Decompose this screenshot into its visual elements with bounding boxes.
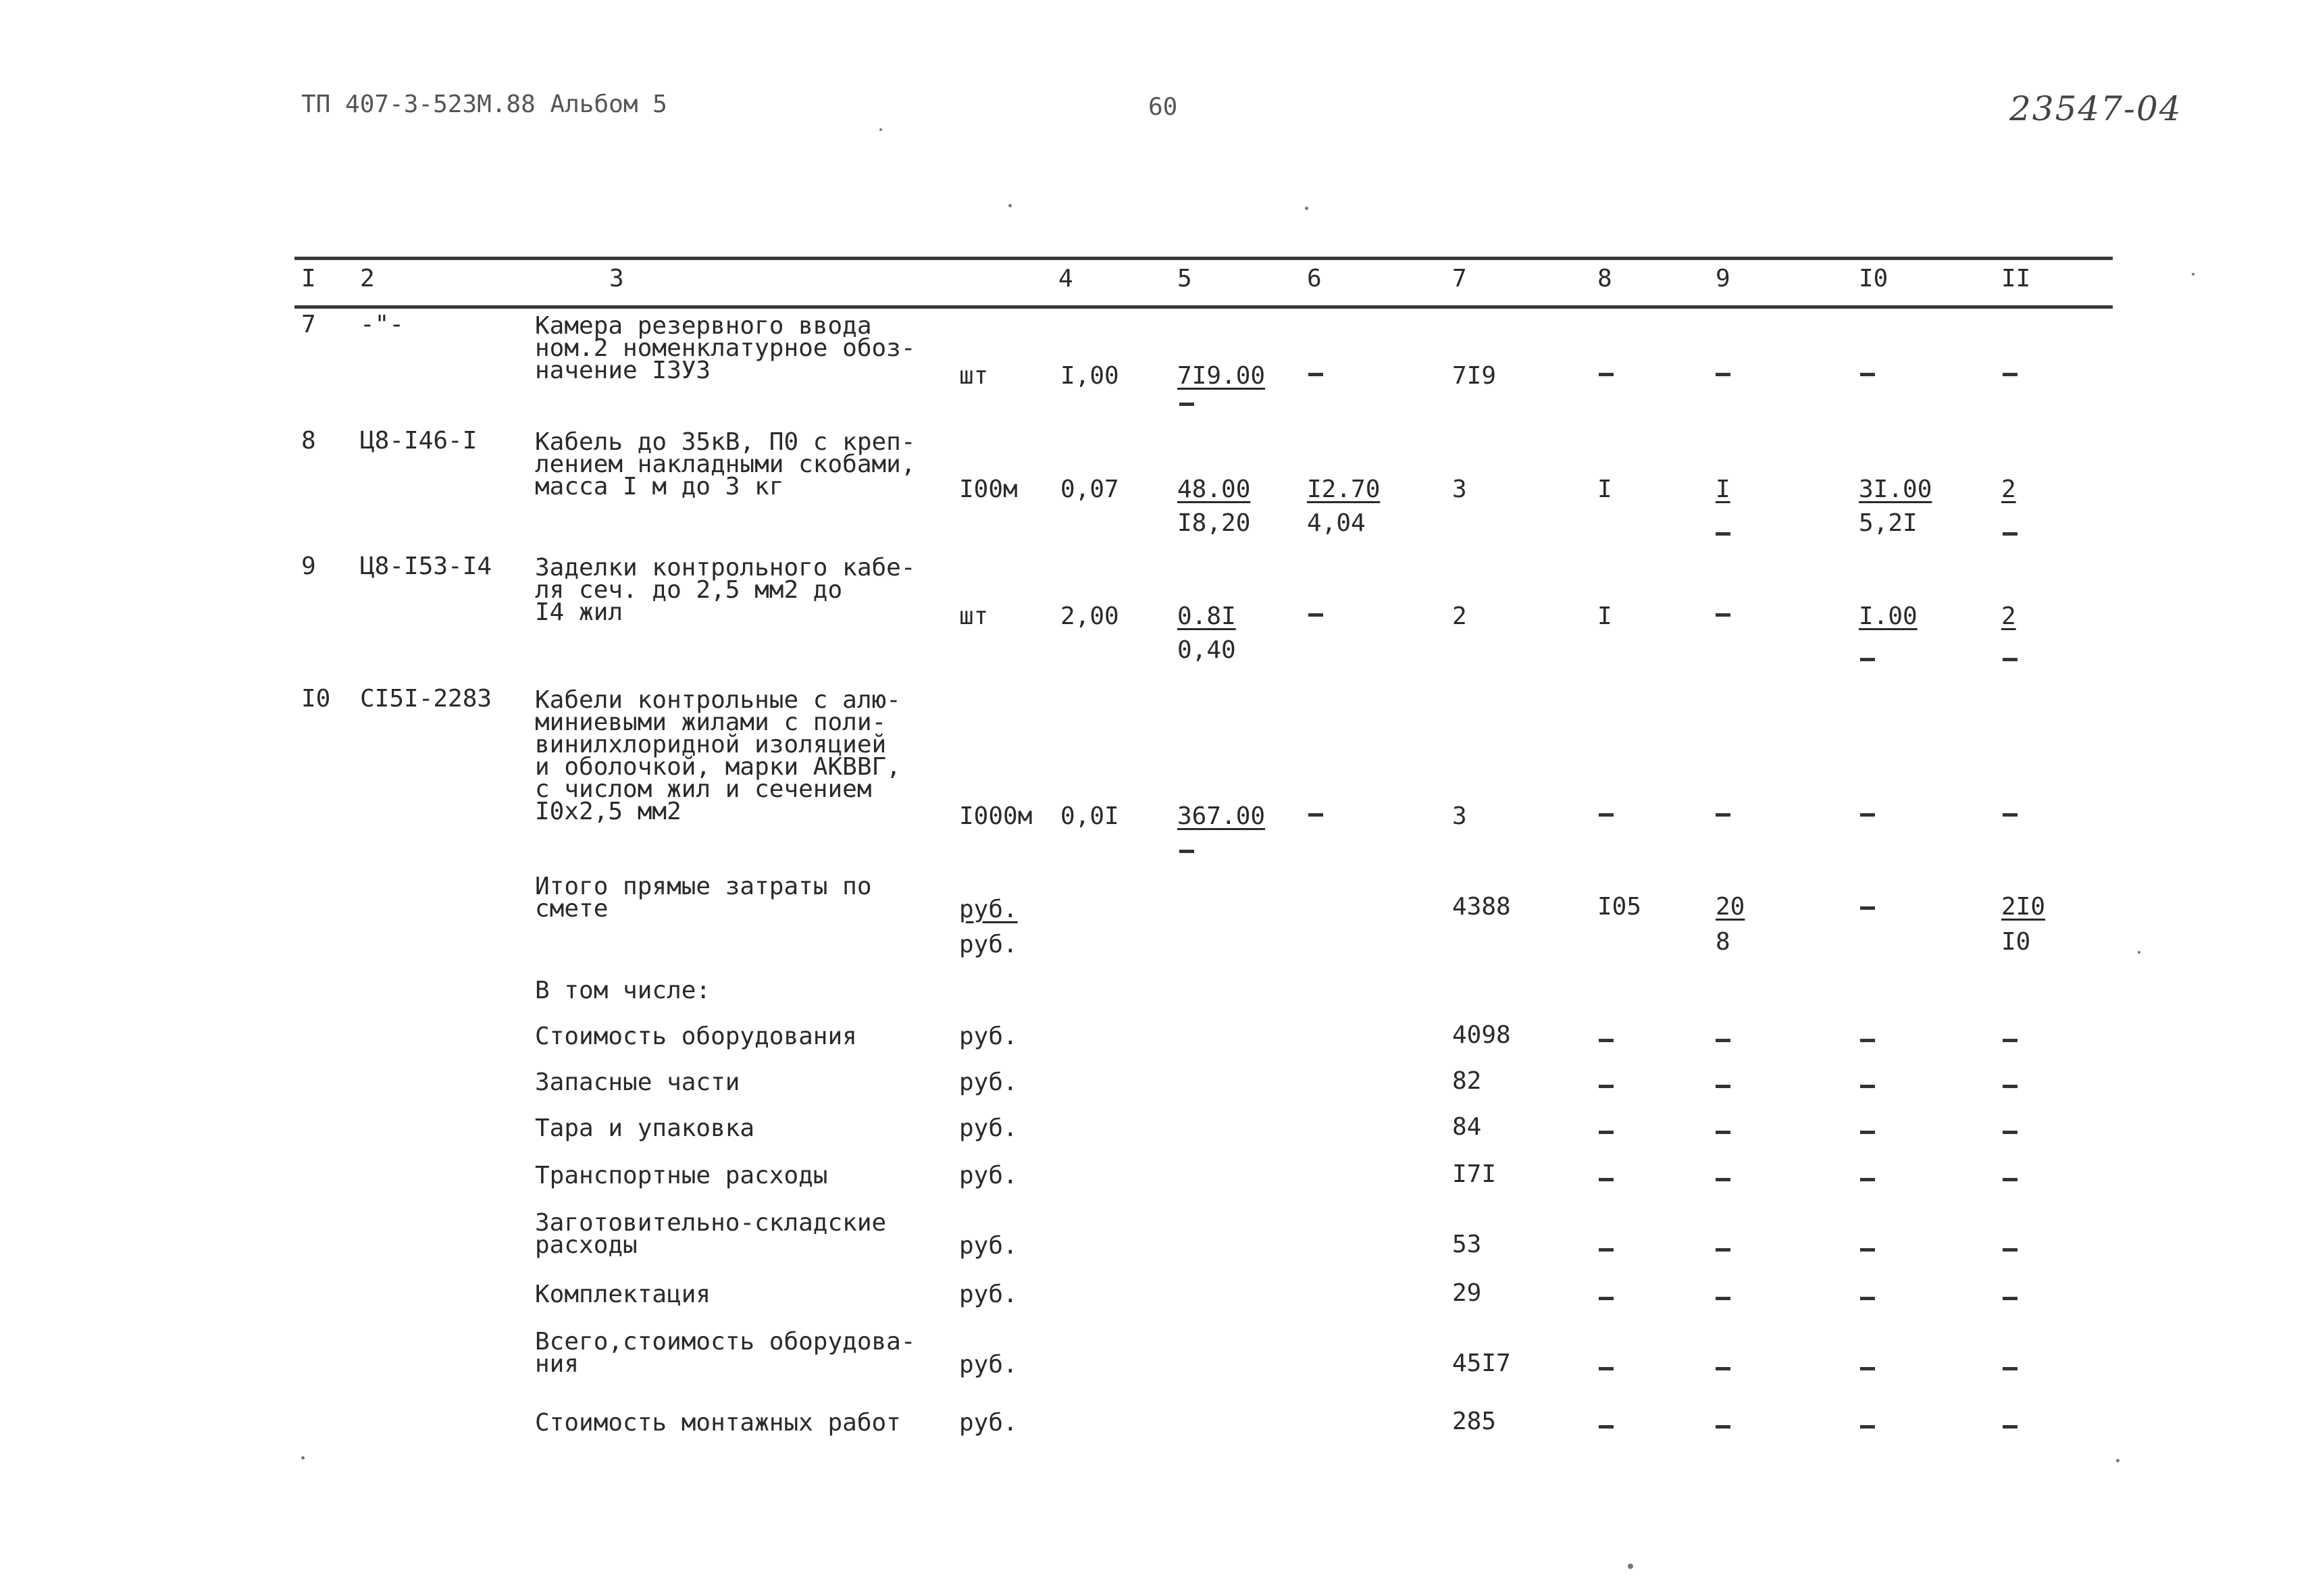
- dash-mark: [2003, 1173, 2017, 1185]
- item-description-line: I0x2,5 мм2: [535, 798, 682, 825]
- dash-mark: [2003, 1362, 2017, 1374]
- dash-mark: [1716, 1291, 1730, 1304]
- dash-mark: [1599, 808, 1614, 821]
- summary-unit: руб.: [959, 1069, 1018, 1096]
- dash-mark: [1860, 1291, 1875, 1304]
- col-8-value: I: [1597, 475, 1612, 503]
- dash-mark: [1860, 1125, 1875, 1138]
- quantity: I,00: [1060, 362, 1119, 390]
- item-description-line: ля сеч. до 2,5 мм2 до: [535, 576, 843, 604]
- summary-unit: руб.: [959, 1409, 1018, 1437]
- summary-value: 4098: [1452, 1021, 1511, 1049]
- dash-mark: [2003, 1291, 2017, 1304]
- unit-cost: 7I9.00: [1177, 362, 1266, 390]
- summary-unit: руб.: [959, 1023, 1018, 1050]
- scan-speck: [1008, 204, 1012, 207]
- machine-cost: I2.70: [1307, 475, 1381, 503]
- table-top-rule: [294, 257, 2113, 260]
- dash-mark: [1716, 1243, 1730, 1256]
- dash-mark: [1599, 1033, 1614, 1046]
- col-9-value: 20: [1716, 893, 1745, 921]
- unit-cost-wages: 0,40: [1177, 636, 1236, 664]
- summary-unit: руб.: [959, 1232, 1018, 1260]
- summary-unit: руб.: [959, 1351, 1018, 1379]
- total-unit: руб.: [959, 931, 1018, 958]
- item-description-line: Кабель до 35кВ, П0 с креп-: [535, 428, 916, 456]
- dash-mark: [1599, 1291, 1614, 1304]
- dash-mark: [2003, 367, 2017, 380]
- item-description-line: Заделки контрольного кабе-: [535, 554, 916, 582]
- summary-value: 82: [1452, 1067, 1482, 1095]
- summary-unit: руб.: [959, 1114, 1018, 1142]
- col-header-2: 2: [360, 265, 375, 292]
- summary-description: Стоимость монтажных работ: [535, 1409, 901, 1437]
- dash-mark: [2003, 1125, 2017, 1138]
- item-description-line: Камера резервного ввода: [535, 312, 872, 340]
- scan-speck: [2192, 273, 2194, 276]
- scan-speck: [2138, 951, 2140, 954]
- unit: I000м: [959, 802, 1033, 830]
- col-header-11: II: [2001, 265, 2031, 292]
- dash-mark: [2003, 808, 2017, 821]
- rate-code: Ц8-I53-I4: [360, 552, 492, 580]
- item-description-line: начение I3У3: [535, 357, 711, 384]
- col-11-value: 2: [2001, 602, 2016, 630]
- col-9-value: I: [1716, 475, 1730, 503]
- total-cost: 4388: [1452, 893, 1511, 921]
- scan-speck: [301, 1456, 305, 1460]
- unit: шт: [959, 362, 989, 390]
- item-description-line: I4 жил: [535, 598, 623, 626]
- item-description-line: масса I м до 3 кг: [535, 473, 784, 500]
- dash-mark: [2003, 1243, 2017, 1256]
- summary-unit: руб.: [959, 1281, 1018, 1308]
- col-10-value: I.00: [1859, 602, 1918, 630]
- dash-mark: [1599, 1420, 1614, 1433]
- dash-mark: [1716, 1420, 1730, 1433]
- dash-mark: [1860, 652, 1875, 665]
- item-description-line: с числом жил и сечением: [535, 775, 872, 803]
- col-8-value: I05: [1597, 893, 1642, 921]
- col-header-3: 3: [609, 265, 624, 292]
- quantity: 0,0I: [1060, 802, 1119, 830]
- dash-mark: [1716, 808, 1730, 821]
- dash-mark: [2003, 1033, 2017, 1046]
- unit-cost: 48.00: [1177, 475, 1251, 503]
- rate-code: -"-: [360, 311, 405, 338]
- col-header-7: 7: [1452, 265, 1467, 292]
- dash-mark: [1716, 1173, 1730, 1185]
- col-header-5: 5: [1177, 265, 1192, 292]
- row-number: 8: [301, 427, 316, 455]
- unit-cost-wages: I8,20: [1177, 509, 1251, 537]
- quantity: 2,00: [1060, 602, 1119, 630]
- item-description-line: лением накладными скобами,: [535, 451, 916, 478]
- item-description-line: Кабели контрольные с алю-: [535, 686, 901, 714]
- col-9-wages: 8: [1716, 928, 1730, 956]
- scan-speck: [1628, 1564, 1633, 1569]
- summary-description: Заготовительно-складские: [535, 1209, 887, 1237]
- summary-value: 53: [1452, 1231, 1482, 1258]
- dash-mark: [1716, 1079, 1730, 1092]
- summary-value: 84: [1452, 1113, 1482, 1141]
- total-description-line: смете: [535, 895, 609, 923]
- rate-code: СI5I-2283: [360, 685, 492, 713]
- summary-value: 29: [1452, 1279, 1482, 1307]
- summary-description: ния: [535, 1350, 580, 1378]
- scan-speck: [1305, 207, 1308, 210]
- dash-mark: [2003, 1420, 2017, 1433]
- col-header-6: 6: [1307, 265, 1322, 292]
- col-header-8: 8: [1597, 265, 1612, 292]
- summary-description: Запасные части: [535, 1069, 740, 1096]
- row-number: 7: [301, 311, 316, 338]
- dash-mark: [1860, 367, 1875, 380]
- dash-mark: [1179, 844, 1194, 857]
- summary-description: Стоимость оборудования: [535, 1023, 857, 1050]
- summary-description: Тара и упаковка: [535, 1114, 755, 1142]
- total-cost: 2: [1452, 602, 1467, 630]
- dash-mark: [1716, 1362, 1730, 1374]
- dash-mark: [2003, 1079, 2017, 1092]
- unit: шт: [959, 602, 989, 630]
- scan-speck: [879, 128, 882, 131]
- col-header-9: 9: [1716, 265, 1730, 292]
- dash-mark: [1179, 397, 1194, 410]
- dash-mark: [1860, 808, 1875, 821]
- row-number: I0: [301, 685, 331, 713]
- row-number: 9: [301, 552, 316, 580]
- summary-description: Комплектация: [535, 1281, 711, 1308]
- item-description-line: винилхлоридной изоляцией: [535, 731, 887, 758]
- summary-value: 45I7: [1452, 1349, 1511, 1377]
- col-header-10: I0: [1859, 265, 1888, 292]
- unit-cost: 0.8I: [1177, 602, 1236, 630]
- machine-cost-wages: 4,04: [1307, 509, 1366, 537]
- dash-mark: [1599, 1362, 1614, 1374]
- dash-mark: [1599, 1125, 1614, 1138]
- col-11-wages: I0: [2001, 928, 2031, 956]
- dash-mark: [1716, 367, 1730, 380]
- rate-code: Ц8-I46-I: [360, 427, 478, 455]
- total-description-line: Итого прямые затраты по: [535, 873, 872, 900]
- item-description-line: миниевыми жилами с поли-: [535, 709, 887, 736]
- dash-mark: [1716, 608, 1730, 621]
- col-11-value: 2: [2001, 475, 2016, 503]
- summary-description: расходы: [535, 1231, 638, 1259]
- item-description-line: ном.2 номенклатурное обоз-: [535, 334, 916, 362]
- dash-mark: [1308, 608, 1323, 621]
- total-cost: 7I9: [1452, 362, 1497, 390]
- dash-mark: [1860, 1243, 1875, 1256]
- table-header-rule: [294, 305, 2113, 309]
- including-label: В том числе:: [535, 977, 711, 1004]
- summary-value: I7I: [1452, 1160, 1497, 1188]
- summary-description: Транспортные расходы: [535, 1162, 828, 1189]
- col-10-value: 3I.00: [1859, 475, 1932, 503]
- document-code: ТП 407-3-523М.88 Альбом 5: [301, 91, 667, 118]
- dash-mark: [2003, 652, 2017, 665]
- quantity: 0,07: [1060, 475, 1119, 503]
- dash-mark: [1716, 527, 1730, 540]
- dash-mark: [2003, 527, 2017, 540]
- dash-mark: [1860, 1173, 1875, 1185]
- summary-description: Всего,стоимость оборудова-: [535, 1328, 916, 1356]
- dash-mark: [1599, 1173, 1614, 1185]
- dash-mark: [1716, 1125, 1730, 1138]
- page-number: 60: [1148, 93, 1178, 121]
- total-cost: 3: [1452, 802, 1467, 830]
- scan-speck: [2116, 1459, 2119, 1462]
- unit: I00м: [959, 475, 1018, 503]
- dash-mark: [1308, 808, 1323, 821]
- dash-mark: [1716, 1033, 1730, 1046]
- dash-mark: [1860, 1033, 1875, 1046]
- dash-mark: [1308, 367, 1323, 380]
- dash-mark: [1860, 1420, 1875, 1433]
- dash-mark: [1599, 367, 1614, 380]
- col-8-value: I: [1597, 602, 1612, 630]
- item-description-line: и оболочкой, марки АКВВГ,: [535, 753, 901, 781]
- col-header-4: 4: [1058, 265, 1073, 292]
- dash-mark: [1599, 1079, 1614, 1092]
- total-cost: 3: [1452, 475, 1467, 503]
- dash-mark: [1860, 901, 1875, 914]
- dash-mark: [1860, 1079, 1875, 1092]
- dash-mark: [1599, 1243, 1614, 1256]
- summary-unit: руб.: [959, 1162, 1018, 1189]
- summary-value: 285: [1452, 1408, 1497, 1435]
- unit-cost: 367.00: [1177, 802, 1266, 830]
- col-header-1: I: [301, 265, 316, 292]
- col-11-value: 2I0: [2001, 893, 2046, 921]
- col-10-wages: 5,2I: [1859, 509, 1918, 537]
- dash-mark: [1860, 1362, 1875, 1374]
- inventory-stamp: 23547-04: [2009, 89, 2182, 128]
- total-unit: руб.: [959, 896, 1018, 923]
